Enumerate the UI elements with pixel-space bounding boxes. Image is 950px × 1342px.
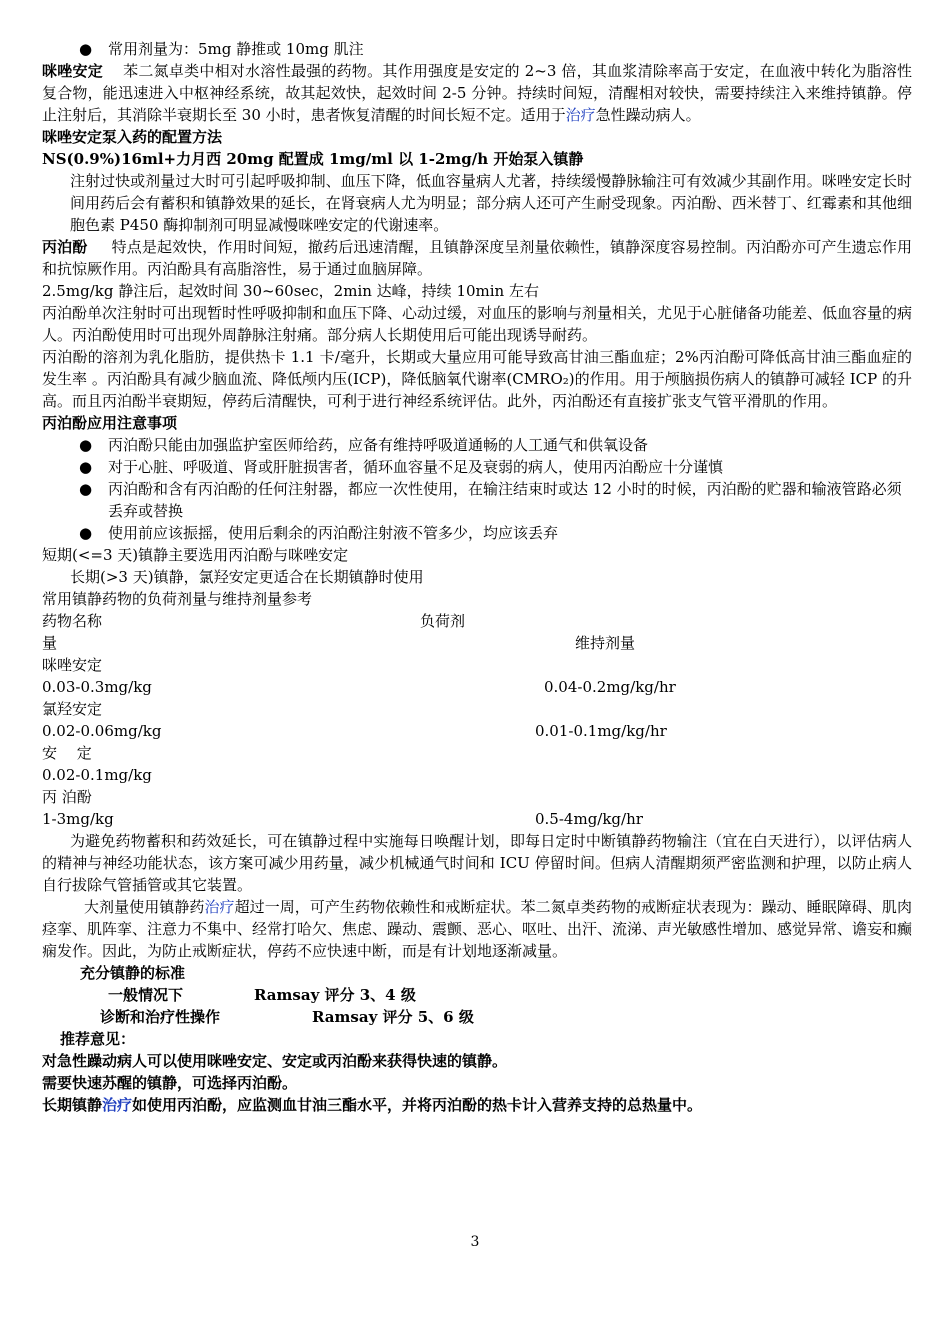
wake-paragraph: 为避免药物蓄积和药效延长，可在镇静过程中实施每日唤醒计划，即每日定时中断镇静药物输注（宜在白天进行），以评估病人的精神与神经功能状态，该方案可减少用药量，减少机械通气时间和 ICU 停留时间。但病人清醒期须严密监测和护理，以防止病人自行拔除气管插管或其它装置。 <box>42 832 912 894</box>
withdrawal-text: 大剂量使用镇静药 <box>84 898 205 916</box>
drug-name: 氯羟安定 <box>42 700 103 718</box>
recommendation-title: 推荐意见： <box>60 1030 136 1048</box>
withdrawal-paragraph <box>42 896 912 962</box>
bullet-icon: ● <box>79 40 93 58</box>
document-page <box>42 38 912 1116</box>
propofol-title: 丙泊酚 <box>42 238 88 256</box>
list-item <box>42 38 912 60</box>
notes-title: 丙泊酚应用注意事项 <box>42 414 178 432</box>
propofol-text: 特点是起效快，作用时间短，撤药后迅速清醒，且镇静深度呈剂量依赖性，镇静深度容易控制。丙泊酚亦可产生遗忘作用和抗惊厥作用。丙泊酚具有高脂溶性，易于通过血脑屏障。 <box>42 238 912 278</box>
header-loading-dose: 负荷剂 <box>420 612 466 630</box>
list-item <box>42 456 912 478</box>
table-header-row <box>42 610 912 632</box>
pump-title: 咪唑安定泵入药的配置方法 <box>42 128 223 146</box>
drug-name: 安 定 <box>42 744 92 762</box>
bullet-icon: ● <box>79 524 93 542</box>
table-row <box>42 654 912 676</box>
midazolam-paragraph <box>42 60 912 126</box>
long-term-line: 长期(>3 天)镇静，氯羟安定更适合在长期镇静时使用 <box>70 568 424 586</box>
header-loading-dose-cont: 量 <box>42 634 58 652</box>
withdrawal-text-end: 超过一周，可产生药物依赖性和戒断症状。苯二氮卓类药物的戒断症状表现为：躁动、睡眠障碍、肌肉痉挛、肌阵挛、注意力不集中、经常打哈欠、焦虑、躁动、震颤、恶心、呕吐、出汗、流涕、声光敏感性增加、感觉异常、谵妄和癫痫发作。因此，为防止戒断症状，停药不应快速中断，而是有计划地逐渐减量。 <box>42 898 913 960</box>
table-caption: 常用镇静药物的负荷剂量与维持剂量参考 <box>42 590 313 608</box>
page-number: 3 <box>470 1234 480 1250</box>
loading-dose: 1-3mg/kg <box>42 810 114 828</box>
list-item <box>42 434 912 456</box>
pump-paragraph <box>42 170 912 236</box>
pump-formula: NS(0.9%)16ml+力月西 20mg 配置成 1mg/ml 以 1-2mg/h 开始泵入镇静 <box>42 150 584 168</box>
standard-row <box>42 1006 912 1028</box>
treatment-link[interactable]: 治疗 <box>102 1096 133 1114</box>
bullet-icon: ● <box>79 458 93 476</box>
maintenance-dose: 0.04-0.2mg/kg/hr <box>544 678 676 696</box>
treatment-link[interactable]: 治疗 <box>565 106 596 124</box>
recommendation-text-end: 如使用丙泊酚，应监测血甘油三酯水平，并将丙泊酚的热卡计入营养支持的总热量中。 <box>132 1096 703 1114</box>
header-drug-name: 药物名称 <box>42 612 103 630</box>
treatment-link[interactable]: 治疗 <box>204 898 235 916</box>
pump-paragraph-text: 注射过快或剂量过大时可引起呼吸抑制、血压下降，低血容量病人尤著，持续缓慢静脉输注可有效减少其副作用。咪唑安定长时间用药后会有蓄积和镇静效果的延长，在肾衰病人尤为明显；部分病人还可产生耐受现象。丙泊酚、西米替丁、红霉素和其他细胞色素 P450 酶抑制剂可明显减慢咪唑安定的代谢速率。 <box>70 172 912 234</box>
drug-name: 咪唑安定 <box>42 656 103 674</box>
propofol-onset: 2.5mg/kg 静注后，起效时间 30~60sec，2min 达峰，持续 10min 左右 <box>42 282 539 300</box>
loading-dose: 0.02-0.06mg/kg <box>42 722 162 740</box>
list-item <box>42 478 912 522</box>
table-header-row-2 <box>42 632 912 654</box>
header-maintenance-dose: 维持剂量 <box>575 634 636 652</box>
table-row <box>42 720 912 742</box>
note-text: 丙泊酚和含有丙泊酚的任何注射器，都应一次性使用，在输注结束时或达 12 小时的时候，丙泊酚的贮器和输液管路必须丢弃或替换 <box>108 480 902 520</box>
loading-dose: 0.02-0.1mg/kg <box>42 766 152 784</box>
note-text: 对于心脏、呼吸道、肾或肝脏损害者，循环血容量不足及衰弱的病人，使用丙泊酚应十分谨慎 <box>108 458 724 476</box>
note-text: 丙泊酚只能由加强监护室医师给药，应备有维持呼吸道通畅的人工通气和供氧设备 <box>108 436 649 454</box>
standard-title: 充分镇静的标准 <box>80 964 186 982</box>
table-row <box>42 808 912 830</box>
recommendation-item <box>42 1094 912 1116</box>
maintenance-dose: 0.01-0.1mg/kg/hr <box>535 722 667 740</box>
dose-line: 常用剂量为：5mg 静推或 10mg 肌注 <box>108 40 364 58</box>
recommendation-item: 对急性躁动病人可以使用咪唑安定、安定或丙泊酚来获得快速的镇静。 <box>42 1052 508 1070</box>
standard-score: Ramsay 评分 3、4 级 <box>254 986 416 1004</box>
propofol-paragraph-3: 丙泊酚的溶剂为乳化脂肪，提供热卡 1.1 卡/毫升，长期或大量应用可能导致高甘油三酯血症；2%丙泊酚可降低高甘油三酯血症的发生率 。丙泊酚具有减少脑血流、降低颅内压(ICP)，降低脑氧代谢率(CMRO₂)的作用。用于颅脑损伤病人的镇静可减轻 ICP 的升高。而且丙泊酚半衰期短，停药后清醒快，可利于进行神经系统评估。此外，丙泊酚还有直接扩张支气管平滑肌的作用。 <box>42 348 912 410</box>
maintenance-dose: 0.5-4mg/kg/hr <box>535 810 643 828</box>
table-row <box>42 786 912 808</box>
propofol-paragraph-2: 丙泊酚单次注射时可出现暂时性呼吸抑制和血压下降、心动过缓，对血压的影响与剂量相关，尤见于心脏储备功能差、低血容量的病人。丙泊酚使用时可出现外周静脉注射痛。部分病人长期使用后可能出现诱导耐药。 <box>42 304 913 344</box>
standard-score: Ramsay 评分 5、6 级 <box>312 1008 474 1026</box>
standard-row <box>42 984 912 1006</box>
recommendation-item: 需要快速苏醒的镇静，可选择丙泊酚。 <box>42 1074 298 1092</box>
recommendation-text: 长期镇静 <box>42 1096 103 1114</box>
table-row <box>42 764 912 786</box>
midazolam-title: 咪唑安定 <box>42 62 104 80</box>
propofol-paragraph <box>42 236 912 280</box>
note-text: 使用前应该振摇，使用后剩余的丙泊酚注射液不管多少，均应该丢弃 <box>108 524 559 542</box>
table-row <box>42 698 912 720</box>
midazolam-text: 苯二氮卓类中相对水溶性最强的药物。其作用强度是安定的 2~3 倍，其血浆清除率高于安定，在血液中转化为脂溶性复合物，能迅速进入中枢神经系统，故其起效快，起效时间 2-5 分钟。持续时间短，清醒相对较快，需要持续注入来维持镇静。停止注射后，其消除半衰期长至 30 小时，患者恢复清醒的时间长短不定。适用于 <box>42 62 912 124</box>
standard-condition: 一般情况下 <box>108 986 184 1004</box>
loading-dose: 0.03-0.3mg/kg <box>42 678 152 696</box>
table-row <box>42 742 912 764</box>
bullet-icon: ● <box>79 480 93 498</box>
table-row <box>42 676 912 698</box>
midazolam-text-end: 急性躁动病人。 <box>595 106 701 124</box>
drug-name: 丙 泊酚 <box>42 788 92 806</box>
list-item <box>42 522 912 544</box>
standard-condition: 诊断和治疗性操作 <box>100 1008 221 1026</box>
bullet-icon: ● <box>79 436 93 454</box>
short-term-line: 短期(<=3 天)镇静主要选用丙泊酚与咪唑安定 <box>42 546 349 564</box>
